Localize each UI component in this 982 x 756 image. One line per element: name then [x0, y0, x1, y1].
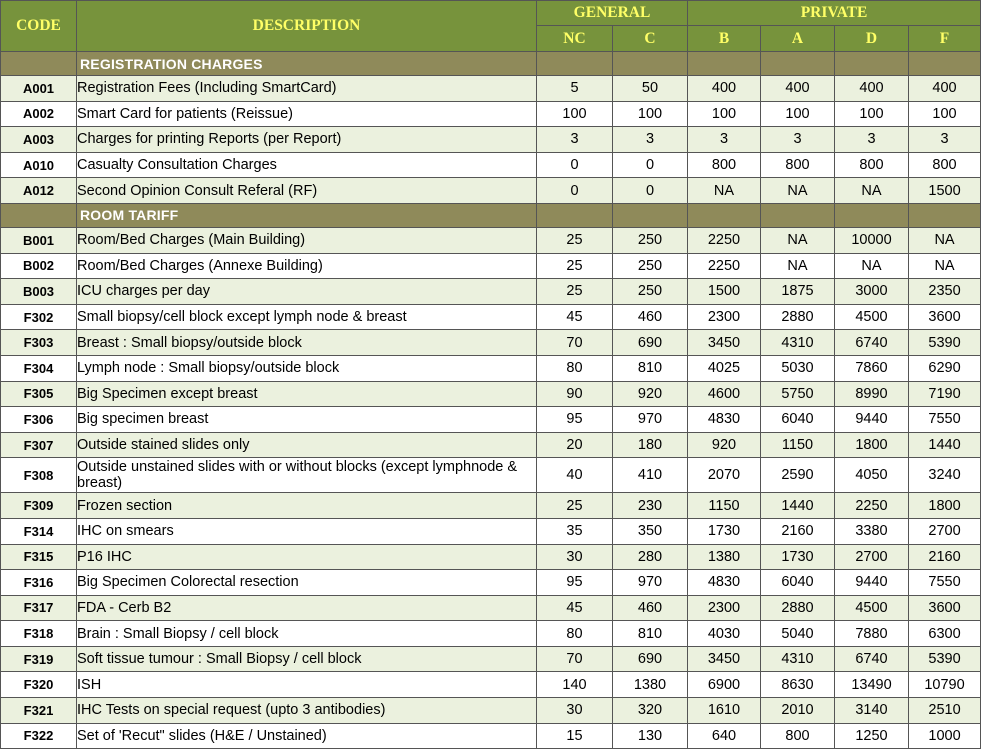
value-cell-a: 3: [761, 127, 835, 153]
value-cell-b: 4025: [688, 355, 761, 381]
value-cell-c: 230: [613, 493, 688, 519]
code-cell: F314: [1, 518, 77, 544]
value-cell-nc: 3: [537, 127, 613, 153]
value-cell-b: 4830: [688, 407, 761, 433]
value-cell-f: 7190: [909, 381, 981, 407]
value-cell-c: 350: [613, 518, 688, 544]
table-row: [1, 101, 981, 127]
value-cell-nc: 95: [537, 570, 613, 596]
value-cell-a: 2590: [761, 458, 835, 493]
value-cell-d: NA: [835, 253, 909, 279]
value-cell-f: 400: [909, 76, 981, 102]
value-cell-d: 4500: [835, 595, 909, 621]
section-empty-cell: [909, 52, 981, 76]
value-cell-d: 9440: [835, 570, 909, 596]
value-cell-nc: 140: [537, 672, 613, 698]
value-cell-nc: 25: [537, 279, 613, 305]
description-cell: Outside unstained slides with or without blocks (except lymphnode & breast): [77, 458, 537, 493]
value-cell-d: 7860: [835, 355, 909, 381]
value-cell-a: 100: [761, 101, 835, 127]
value-cell-d: 9440: [835, 407, 909, 433]
section-empty-cell: [613, 203, 688, 227]
table-row: [1, 621, 981, 647]
value-cell-c: 320: [613, 698, 688, 724]
value-cell-b: 800: [688, 152, 761, 178]
value-cell-d: 3000: [835, 279, 909, 305]
value-cell-f: 3240: [909, 458, 981, 493]
value-cell-c: 920: [613, 381, 688, 407]
description-cell: ICU charges per day: [77, 279, 537, 305]
value-cell-nc: 30: [537, 544, 613, 570]
value-cell-nc: 25: [537, 227, 613, 253]
description-cell: Frozen section: [77, 493, 537, 519]
value-cell-f: 3600: [909, 595, 981, 621]
description-column-header: DESCRIPTION: [77, 1, 537, 52]
value-cell-b: 4030: [688, 621, 761, 647]
code-cell: F305: [1, 381, 77, 407]
description-cell: ISH: [77, 672, 537, 698]
value-cell-nc: 40: [537, 458, 613, 493]
nc-column-header: NC: [537, 26, 613, 52]
table-row: [1, 493, 981, 519]
value-cell-c: 690: [613, 330, 688, 356]
value-cell-c: 280: [613, 544, 688, 570]
section-header-row: [1, 52, 981, 76]
value-cell-d: 10000: [835, 227, 909, 253]
table-header: [1, 1, 981, 52]
table-row: [1, 330, 981, 356]
section-empty-cell: [537, 52, 613, 76]
value-cell-b: 3: [688, 127, 761, 153]
value-cell-a: 2880: [761, 304, 835, 330]
value-cell-d: 2700: [835, 544, 909, 570]
description-cell: Second Opinion Consult Referal (RF): [77, 178, 537, 204]
value-cell-c: 460: [613, 595, 688, 621]
value-cell-a: NA: [761, 253, 835, 279]
description-cell: Room/Bed Charges (Main Building): [77, 227, 537, 253]
value-cell-f: 800: [909, 152, 981, 178]
table-row: [1, 253, 981, 279]
value-cell-c: 250: [613, 279, 688, 305]
description-cell: Big Specimen Colorectal resection: [77, 570, 537, 596]
value-cell-nc: 45: [537, 595, 613, 621]
description-cell: FDA - Cerb B2: [77, 595, 537, 621]
value-cell-f: 7550: [909, 407, 981, 433]
section-empty-cell: [909, 203, 981, 227]
code-cell: F315: [1, 544, 77, 570]
value-cell-a: 1150: [761, 432, 835, 458]
value-cell-a: 400: [761, 76, 835, 102]
value-cell-b: 640: [688, 723, 761, 749]
value-cell-a: 800: [761, 152, 835, 178]
value-cell-d: 8990: [835, 381, 909, 407]
value-cell-c: 970: [613, 407, 688, 433]
code-cell: A003: [1, 127, 77, 153]
value-cell-d: 2250: [835, 493, 909, 519]
code-cell: F319: [1, 646, 77, 672]
value-cell-c: 130: [613, 723, 688, 749]
value-cell-c: 810: [613, 621, 688, 647]
table-row: [1, 227, 981, 253]
code-cell: A012: [1, 178, 77, 204]
value-cell-a: 4310: [761, 646, 835, 672]
value-cell-f: 5390: [909, 330, 981, 356]
value-cell-a: 6040: [761, 407, 835, 433]
value-cell-b: 400: [688, 76, 761, 102]
value-cell-a: 1730: [761, 544, 835, 570]
table-row: [1, 544, 981, 570]
value-cell-a: 2880: [761, 595, 835, 621]
table-row: [1, 646, 981, 672]
code-cell: F318: [1, 621, 77, 647]
code-cell: A001: [1, 76, 77, 102]
value-cell-nc: 35: [537, 518, 613, 544]
section-empty-cell: [835, 203, 909, 227]
code-cell: F303: [1, 330, 77, 356]
value-cell-f: 6300: [909, 621, 981, 647]
value-cell-b: 2300: [688, 595, 761, 621]
table-row: [1, 570, 981, 596]
description-cell: Brain : Small Biopsy / cell block: [77, 621, 537, 647]
value-cell-d: 4050: [835, 458, 909, 493]
section-header-row: [1, 203, 981, 227]
value-cell-b: 3450: [688, 330, 761, 356]
value-cell-c: 970: [613, 570, 688, 596]
table-row: [1, 152, 981, 178]
description-cell: P16 IHC: [77, 544, 537, 570]
table-row: [1, 723, 981, 749]
value-cell-b: 2300: [688, 304, 761, 330]
section-empty-cell: [688, 52, 761, 76]
value-cell-f: 1000: [909, 723, 981, 749]
value-cell-d: 6740: [835, 330, 909, 356]
value-cell-nc: 0: [537, 178, 613, 204]
table-row: [1, 518, 981, 544]
value-cell-f: 1440: [909, 432, 981, 458]
value-cell-f: NA: [909, 227, 981, 253]
value-cell-nc: 20: [537, 432, 613, 458]
private-group-header: PRIVATE: [688, 1, 981, 26]
section-empty-cell: [688, 203, 761, 227]
value-cell-b: 2070: [688, 458, 761, 493]
value-cell-nc: 70: [537, 646, 613, 672]
value-cell-d: 100: [835, 101, 909, 127]
code-cell: F302: [1, 304, 77, 330]
value-cell-f: 6290: [909, 355, 981, 381]
value-cell-b: 4600: [688, 381, 761, 407]
value-cell-nc: 5: [537, 76, 613, 102]
value-cell-d: 1800: [835, 432, 909, 458]
value-cell-f: 100: [909, 101, 981, 127]
table-row: [1, 127, 981, 153]
code-cell: F308: [1, 458, 77, 493]
value-cell-c: 810: [613, 355, 688, 381]
d-column-header: D: [835, 26, 909, 52]
value-cell-f: 10790: [909, 672, 981, 698]
value-cell-nc: 100: [537, 101, 613, 127]
section-empty-cell: [761, 52, 835, 76]
code-cell: F316: [1, 570, 77, 596]
value-cell-f: NA: [909, 253, 981, 279]
description-cell: Room/Bed Charges (Annexe Building): [77, 253, 537, 279]
code-cell: F321: [1, 698, 77, 724]
section-empty-cell: [537, 203, 613, 227]
value-cell-f: 2350: [909, 279, 981, 305]
value-cell-a: 5040: [761, 621, 835, 647]
table-row: [1, 458, 981, 493]
value-cell-nc: 0: [537, 152, 613, 178]
description-cell: IHC Tests on special request (upto 3 antibodies): [77, 698, 537, 724]
value-cell-b: 6900: [688, 672, 761, 698]
value-cell-nc: 30: [537, 698, 613, 724]
section-empty-cell: [835, 52, 909, 76]
value-cell-d: 3140: [835, 698, 909, 724]
value-cell-b: 1730: [688, 518, 761, 544]
value-cell-a: 1440: [761, 493, 835, 519]
value-cell-nc: 45: [537, 304, 613, 330]
value-cell-d: 7880: [835, 621, 909, 647]
code-cell: B001: [1, 227, 77, 253]
value-cell-nc: 80: [537, 621, 613, 647]
section-title: ROOM TARIFF: [77, 203, 537, 227]
description-cell: Charges for printing Reports (per Report): [77, 127, 537, 153]
value-cell-b: 3450: [688, 646, 761, 672]
value-cell-b: 1610: [688, 698, 761, 724]
table-row: [1, 355, 981, 381]
code-cell: F322: [1, 723, 77, 749]
section-title: REGISTRATION CHARGES: [77, 52, 537, 76]
code-cell: F309: [1, 493, 77, 519]
value-cell-a: 800: [761, 723, 835, 749]
value-cell-c: 1380: [613, 672, 688, 698]
value-cell-f: 1800: [909, 493, 981, 519]
value-cell-c: 690: [613, 646, 688, 672]
table-row: [1, 381, 981, 407]
a-column-header: A: [761, 26, 835, 52]
value-cell-nc: 25: [537, 493, 613, 519]
f-column-header: F: [909, 26, 981, 52]
b-column-header: B: [688, 26, 761, 52]
table-row: [1, 432, 981, 458]
description-cell: Lymph node : Small biopsy/outside block: [77, 355, 537, 381]
value-cell-a: NA: [761, 178, 835, 204]
value-cell-f: 3600: [909, 304, 981, 330]
section-empty-cell: [761, 203, 835, 227]
description-cell: Soft tissue tumour : Small Biopsy / cell block: [77, 646, 537, 672]
value-cell-a: 2160: [761, 518, 835, 544]
value-cell-f: 5390: [909, 646, 981, 672]
value-cell-nc: 70: [537, 330, 613, 356]
value-cell-b: NA: [688, 178, 761, 204]
value-cell-c: 50: [613, 76, 688, 102]
value-cell-nc: 25: [537, 253, 613, 279]
value-cell-a: 4310: [761, 330, 835, 356]
value-cell-d: NA: [835, 178, 909, 204]
description-cell: Big specimen breast: [77, 407, 537, 433]
value-cell-d: 6740: [835, 646, 909, 672]
value-cell-a: 5750: [761, 381, 835, 407]
value-cell-c: 100: [613, 101, 688, 127]
code-cell: B002: [1, 253, 77, 279]
value-cell-a: 2010: [761, 698, 835, 724]
value-cell-c: 460: [613, 304, 688, 330]
value-cell-c: 0: [613, 152, 688, 178]
code-cell: F317: [1, 595, 77, 621]
value-cell-d: 13490: [835, 672, 909, 698]
value-cell-a: 8630: [761, 672, 835, 698]
description-cell: Outside stained slides only: [77, 432, 537, 458]
value-cell-c: 250: [613, 227, 688, 253]
description-cell: Casualty Consultation Charges: [77, 152, 537, 178]
value-cell-b: 920: [688, 432, 761, 458]
value-cell-d: 4500: [835, 304, 909, 330]
value-cell-a: 1875: [761, 279, 835, 305]
value-cell-a: NA: [761, 227, 835, 253]
value-cell-b: 100: [688, 101, 761, 127]
value-cell-a: 5030: [761, 355, 835, 381]
section-empty-cell: [613, 52, 688, 76]
value-cell-b: 1500: [688, 279, 761, 305]
table-row: [1, 279, 981, 305]
description-cell: Set of 'Recut" slides (H&E / Unstained): [77, 723, 537, 749]
value-cell-f: 2700: [909, 518, 981, 544]
value-cell-b: 4830: [688, 570, 761, 596]
description-cell: IHC on smears: [77, 518, 537, 544]
value-cell-b: 1150: [688, 493, 761, 519]
value-cell-nc: 15: [537, 723, 613, 749]
value-cell-nc: 80: [537, 355, 613, 381]
c-column-header: C: [613, 26, 688, 52]
section-code-cell: [1, 203, 77, 227]
table-row: [1, 76, 981, 102]
table-row: [1, 595, 981, 621]
value-cell-f: 2160: [909, 544, 981, 570]
code-cell: F307: [1, 432, 77, 458]
value-cell-f: 1500: [909, 178, 981, 204]
code-cell: A010: [1, 152, 77, 178]
value-cell-d: 1250: [835, 723, 909, 749]
value-cell-c: 180: [613, 432, 688, 458]
value-cell-nc: 95: [537, 407, 613, 433]
description-cell: Smart Card for patients (Reissue): [77, 101, 537, 127]
code-column-header: CODE: [1, 1, 77, 52]
table-body: [1, 52, 981, 749]
value-cell-c: 3: [613, 127, 688, 153]
value-cell-a: 6040: [761, 570, 835, 596]
value-cell-d: 3380: [835, 518, 909, 544]
value-cell-d: 800: [835, 152, 909, 178]
code-cell: A002: [1, 101, 77, 127]
description-cell: Big Specimen except breast: [77, 381, 537, 407]
table-row: [1, 672, 981, 698]
value-cell-f: 7550: [909, 570, 981, 596]
code-cell: B003: [1, 279, 77, 305]
value-cell-b: 1380: [688, 544, 761, 570]
value-cell-f: 2510: [909, 698, 981, 724]
value-cell-c: 0: [613, 178, 688, 204]
value-cell-d: 400: [835, 76, 909, 102]
value-cell-d: 3: [835, 127, 909, 153]
description-cell: Small biopsy/cell block except lymph node & breast: [77, 304, 537, 330]
value-cell-nc: 90: [537, 381, 613, 407]
code-cell: F320: [1, 672, 77, 698]
description-cell: Registration Fees (Including SmartCard): [77, 76, 537, 102]
code-cell: F304: [1, 355, 77, 381]
table-row: [1, 407, 981, 433]
value-cell-f: 3: [909, 127, 981, 153]
value-cell-c: 250: [613, 253, 688, 279]
section-code-cell: [1, 52, 77, 76]
table-row: [1, 304, 981, 330]
description-cell: Breast : Small biopsy/outside block: [77, 330, 537, 356]
general-group-header: GENERAL: [537, 1, 688, 26]
table-row: [1, 178, 981, 204]
value-cell-b: 2250: [688, 227, 761, 253]
code-cell: F306: [1, 407, 77, 433]
value-cell-b: 2250: [688, 253, 761, 279]
table-row: [1, 698, 981, 724]
value-cell-c: 410: [613, 458, 688, 493]
